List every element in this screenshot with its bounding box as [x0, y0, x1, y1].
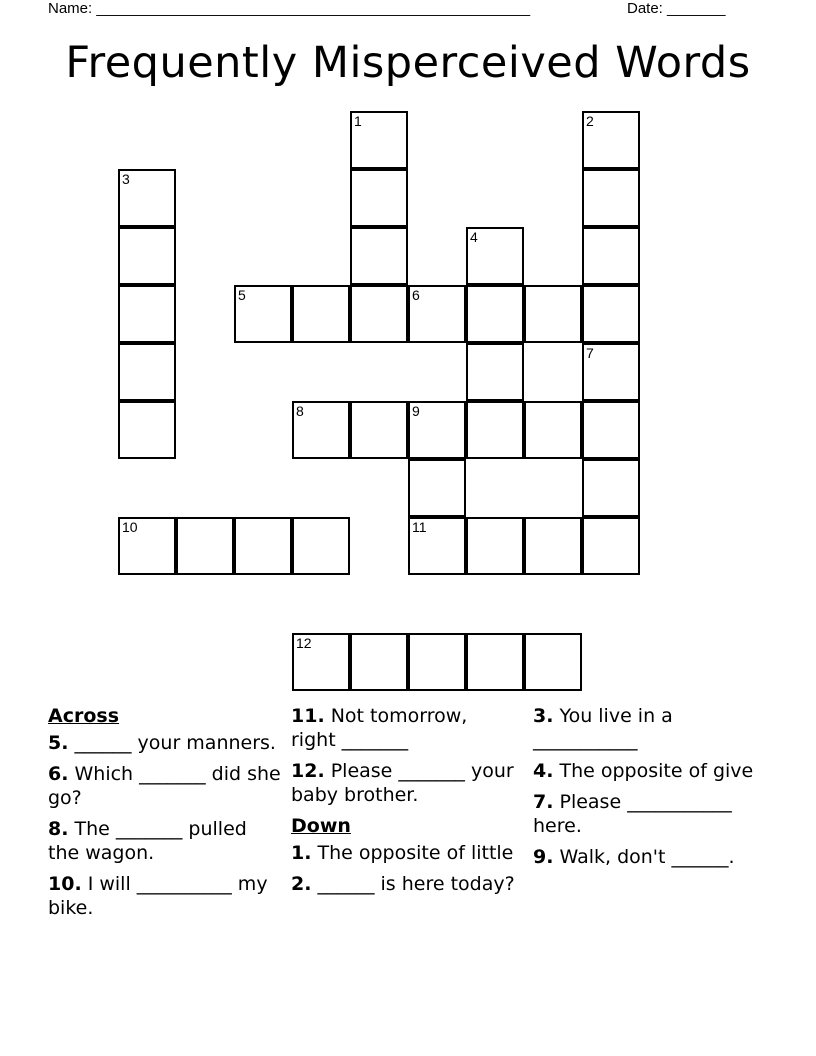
grid-cell-r5-c6[interactable] [408, 401, 466, 459]
grid-cell-r3-c5[interactable] [350, 285, 408, 343]
grid-cell-r6-c9[interactable] [582, 459, 640, 517]
clue-down-2 [291, 872, 516, 896]
clue-number: 7. [533, 791, 554, 813]
clue-across-11 [291, 704, 516, 752]
grid-cell-r3-c4[interactable] [292, 285, 350, 343]
grid-cell-r3-c8[interactable] [524, 285, 582, 343]
cell-number: 3 [122, 171, 130, 187]
clue-number: 12. [291, 760, 325, 782]
clue-across-12 [291, 759, 516, 807]
grid-cell-r6-c6[interactable] [408, 459, 466, 517]
grid-cell-r0-c5[interactable] [350, 111, 408, 169]
cell-number: 2 [586, 113, 594, 129]
clue-number: 1. [291, 842, 312, 864]
grid-cell-r3-c1[interactable] [118, 285, 176, 343]
grid-cell-r5-c1[interactable] [118, 401, 176, 459]
down-heading: Down [291, 815, 351, 837]
cell-number: 11 [412, 519, 427, 535]
cell-number: 10 [122, 519, 138, 535]
clue-text: You live in a ___________ [533, 705, 673, 751]
clue-down-9 [533, 845, 758, 869]
grid-cell-r2-c1[interactable] [118, 227, 176, 285]
cell-number: 9 [412, 403, 420, 419]
grid-cell-r9-c7[interactable] [466, 633, 524, 691]
clue-across-6 [48, 762, 283, 810]
clue-text: Please _______ your baby brother. [291, 760, 514, 806]
clue-down-4 [533, 759, 758, 783]
grid-cell-r7-c7[interactable] [466, 517, 524, 575]
clues-column-3 [533, 704, 758, 876]
clue-text: Please ___________ here. [533, 791, 732, 837]
cell-number: 1 [354, 113, 362, 129]
grid-cell-r7-c2[interactable] [176, 517, 234, 575]
clue-down-3 [533, 704, 758, 752]
grid-cell-r1-c1[interactable] [118, 169, 176, 227]
grid-cell-r5-c9[interactable] [582, 401, 640, 459]
cell-number: 8 [296, 403, 304, 419]
date-field-line: Date: _______ [627, 0, 726, 17]
grid-cell-r0-c9[interactable] [582, 111, 640, 169]
grid-cell-r1-c5[interactable] [350, 169, 408, 227]
clue-number: 6. [48, 763, 69, 785]
grid-cell-r7-c6[interactable] [408, 517, 466, 575]
grid-cell-r4-c9[interactable] [582, 343, 640, 401]
cell-number: 12 [296, 635, 312, 651]
page-title: Frequently Misperceived Words [65, 38, 751, 88]
across-heading: Across [48, 705, 120, 727]
clue-number: 4. [533, 760, 554, 782]
grid-cell-r5-c7[interactable] [466, 401, 524, 459]
grid-cell-r1-c9[interactable] [582, 169, 640, 227]
clue-across-10 [48, 872, 283, 920]
clue-text: Walk, don't ______. [553, 846, 735, 868]
grid-cell-r9-c5[interactable] [350, 633, 408, 691]
grid-cell-r7-c8[interactable] [524, 517, 582, 575]
grid-cell-r4-c7[interactable] [466, 343, 524, 401]
clue-down-7 [533, 790, 758, 838]
cell-number: 6 [412, 287, 420, 303]
grid-cell-r3-c3[interactable] [234, 285, 292, 343]
grid-cell-r2-c5[interactable] [350, 227, 408, 285]
clue-text: Not tomorrow, right _______ [291, 705, 468, 751]
clue-number: 2. [291, 873, 312, 895]
clue-number: 11. [291, 705, 325, 727]
grid-cell-r7-c9[interactable] [582, 517, 640, 575]
cell-number: 7 [586, 345, 594, 361]
grid-cell-r9-c6[interactable] [408, 633, 466, 691]
grid-cell-r2-c7[interactable] [466, 227, 524, 285]
clues-column-2 [291, 704, 516, 903]
clue-text: The opposite of give [553, 760, 754, 782]
grid-cell-r5-c8[interactable] [524, 401, 582, 459]
grid-cell-r3-c9[interactable] [582, 285, 640, 343]
clue-number: 3. [533, 705, 554, 727]
clues-column-1 [48, 704, 283, 927]
clue-text: ______ your manners. [68, 732, 276, 754]
clue-text: Which _______ did she go? [48, 763, 281, 809]
clue-number: 10. [48, 873, 82, 895]
grid-cell-r7-c4[interactable] [292, 517, 350, 575]
clue-text: I will __________ my bike. [48, 873, 268, 919]
grid-cell-r7-c1[interactable] [118, 517, 176, 575]
grid-cell-r7-c3[interactable] [234, 517, 292, 575]
clue-text: The _______ pulled the wagon. [48, 818, 247, 864]
grid-cell-r5-c5[interactable] [350, 401, 408, 459]
grid-cell-r9-c8[interactable] [524, 633, 582, 691]
clue-number: 9. [533, 846, 554, 868]
grid-cell-r2-c9[interactable] [582, 227, 640, 285]
clue-text: The opposite of little [311, 842, 514, 864]
clue-number: 5. [48, 732, 69, 754]
name-field-line: Name: ____________________________________________________ [48, 0, 531, 17]
cell-number: 5 [238, 287, 246, 303]
grid-cell-r3-c7[interactable] [466, 285, 524, 343]
clue-text: ______ is here today? [311, 873, 515, 895]
grid-cell-r4-c1[interactable] [118, 343, 176, 401]
grid-cell-r9-c4[interactable] [292, 633, 350, 691]
clue-across-5 [48, 731, 283, 755]
clue-across-8 [48, 817, 283, 865]
clue-down-1 [291, 841, 516, 865]
cell-number: 4 [470, 229, 478, 245]
grid-cell-r5-c4[interactable] [292, 401, 350, 459]
clue-number: 8. [48, 818, 69, 840]
grid-cell-r3-c6[interactable] [408, 285, 466, 343]
